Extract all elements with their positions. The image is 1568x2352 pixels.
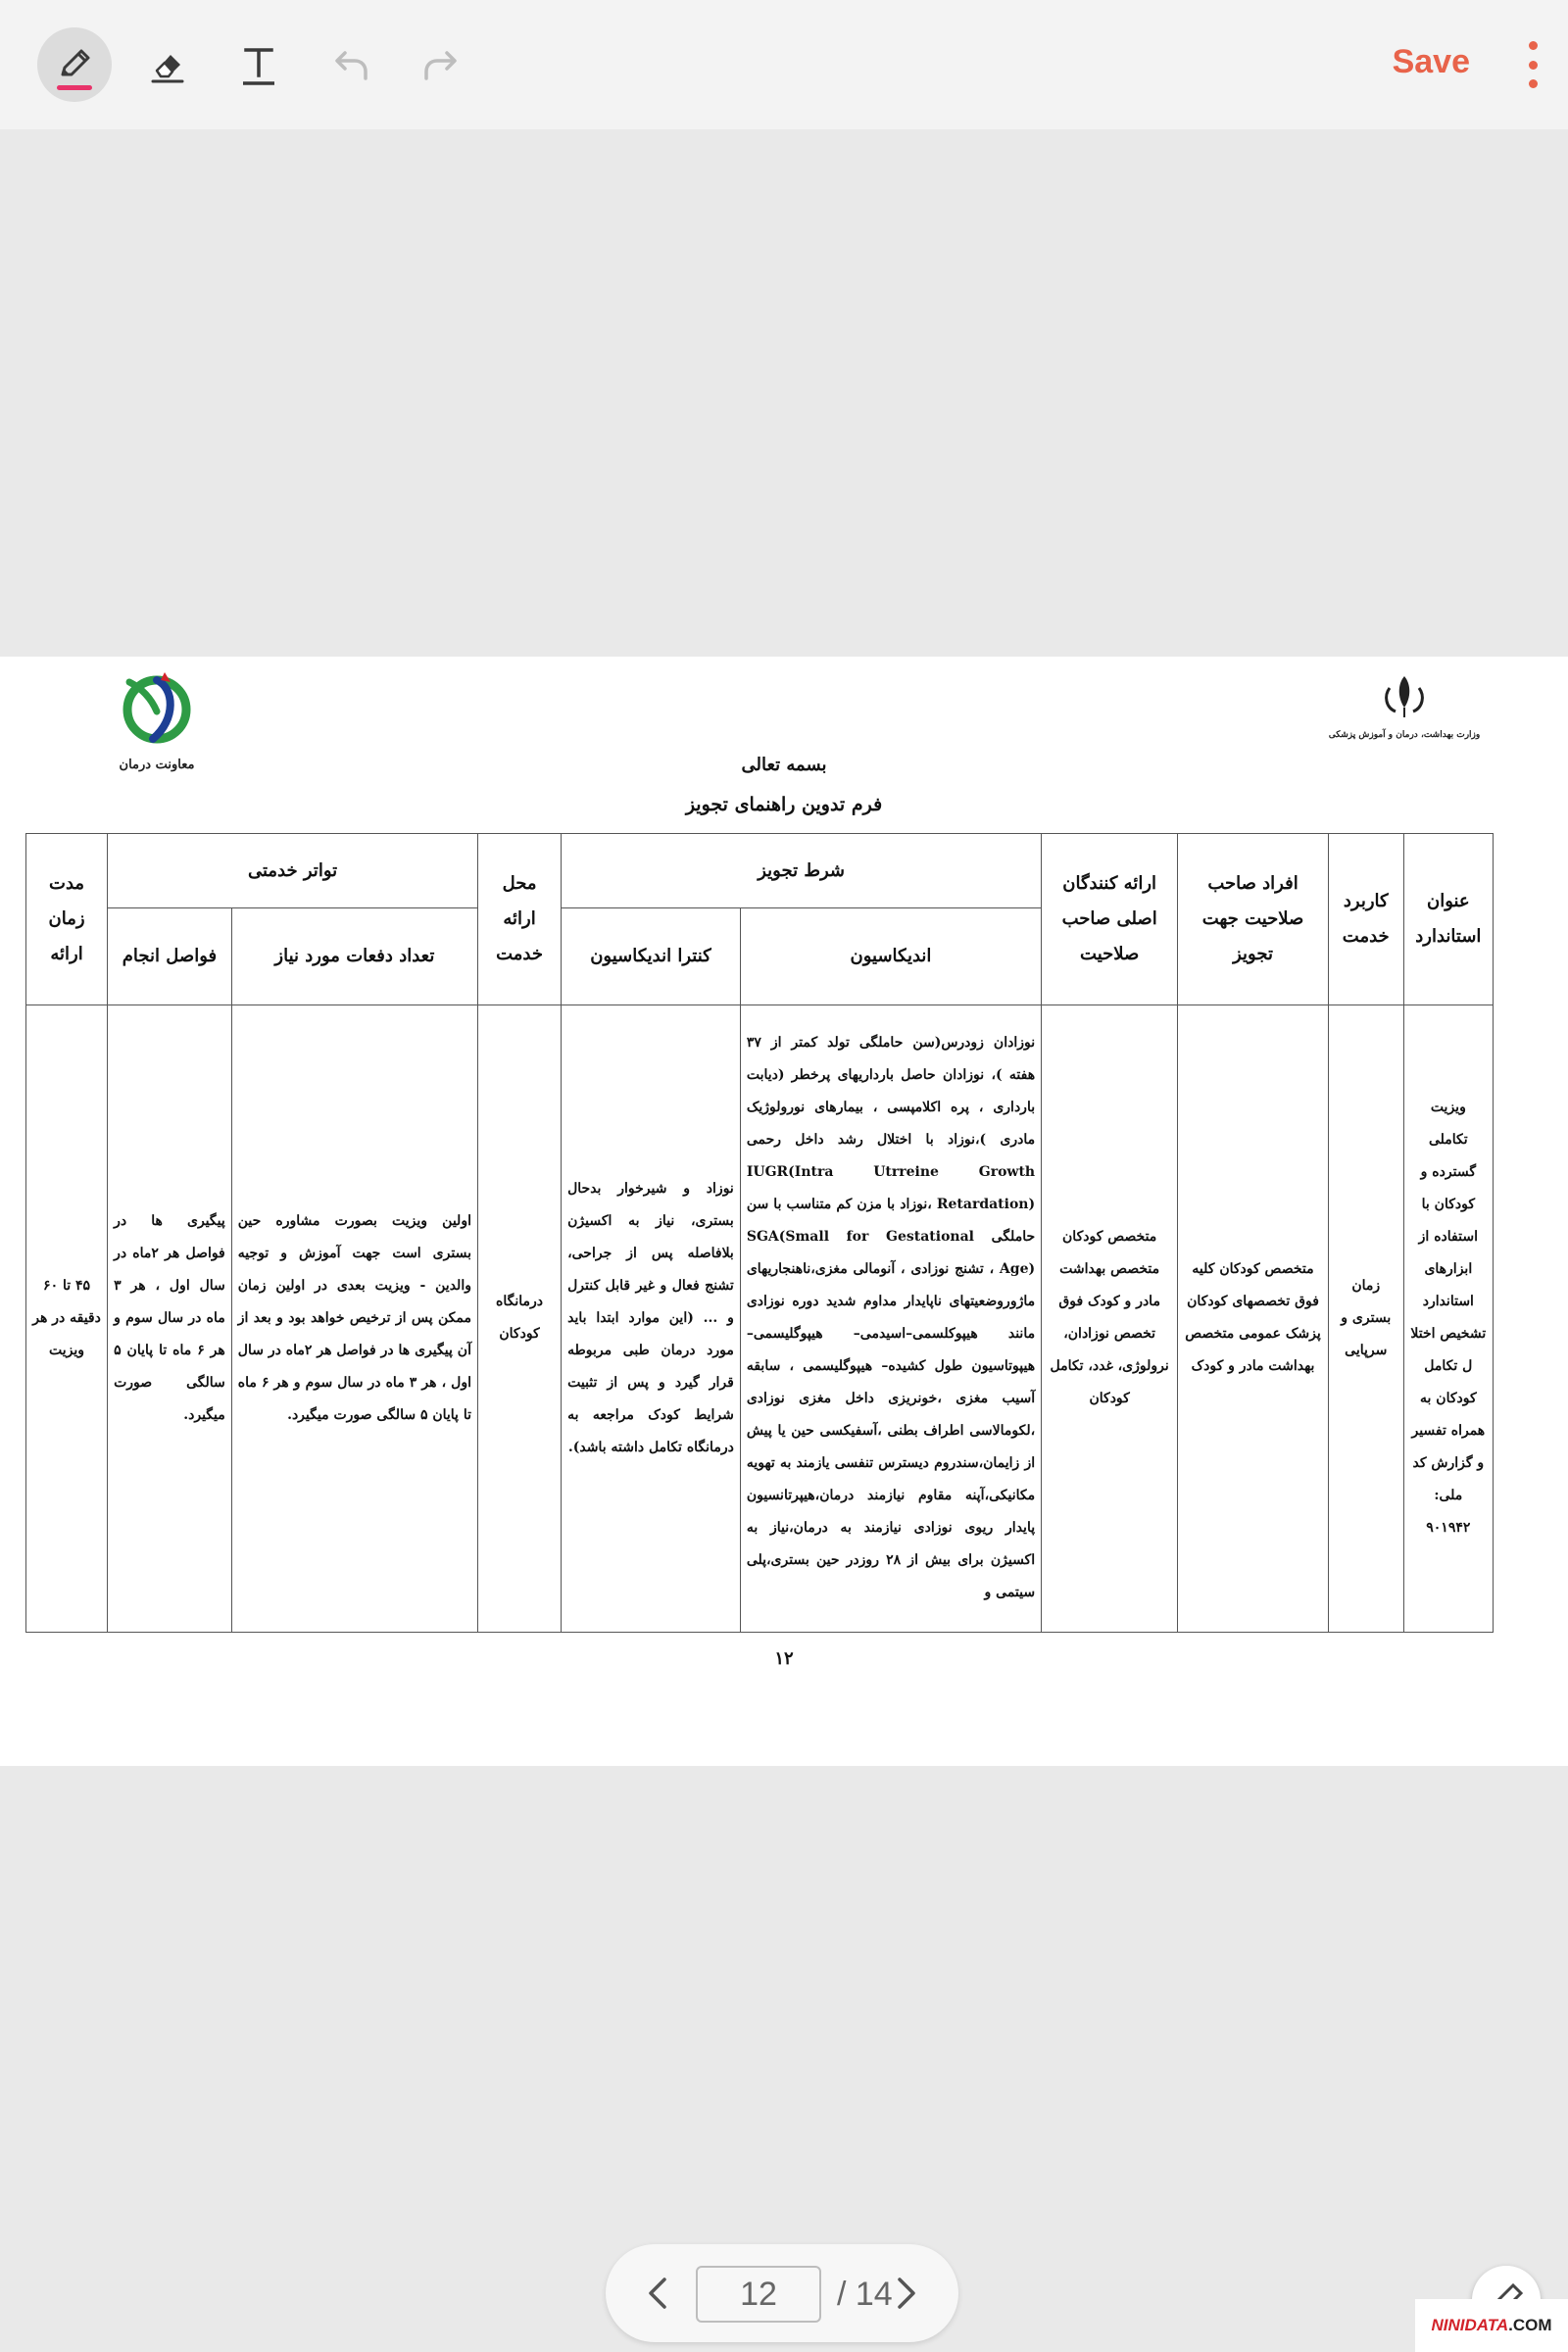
more-dot-icon (1529, 61, 1538, 70)
document-page (0, 657, 1568, 1766)
top-toolbar (0, 0, 1568, 129)
header-duration: مدت زمان ارائه (26, 834, 108, 1005)
undo-icon (327, 41, 374, 88)
document-page-number: ۱۲ (774, 1648, 794, 1669)
cell-count-needed: اولین ویزیت بصورت مشاوره حین بستری است جهت آموزش و توجیه والدین - ویزیت بعدی در اولین زمان ممکن پس از ترخیص خواهد بود و بعد از آن پیگیری ها در فواصل هر ۲ماه در سال اول ، هر ۳ ماه در سال سوم و هر ۶ ماه تا پایان ۵ سالگی صورت میگیرد. (231, 1004, 477, 1632)
save-button[interactable]: Save (1392, 43, 1470, 80)
cell-indication: نوزادان زودرس(سن حاملگی تولد کمتر از ۳۷ هفته )، نوزادان حاصل بارداریهای پرخطر (دیابت بارداری ، پره اکلامپسی ، بیمارهای نورولوژیک مادری )،نوزاد با اختلال رشد داخل رحمی IUGR(Intra Utrreine Growth Retardation) ،نوزاد با مزن کم متناسب با سن حاملگی SGA(Small for Gestational Age) ، تشنج نوزادی ، آنومالی مغزی،ناهنجاریهای ماژوروضعیتهای ناپایدار مداوم شدید دوره نوزادی مانند هیپوکلسمی–اسیدمی– هیپوگلیسمی–هیپوتاسیون طول کشیده– هیپوگلیسمی ، سابقه آسیب مغزی ،خونریزی داخل مغزی نوزادی ،لکومالاسی اطراف بطنی ،آسفیکسی حین یا پیش از زایمان،سندروم دیسترس تنفسی یازمند به تهویه مکانیکی،آپنه مقاوم نیازمند درمان،هیپرتانسیون پایدار ریوی نوزادی نیازمند به درمان،نیاز به اکسیژن برای بیش از ۲۸ روزدر حین بستری،پلی سیتمی و (740, 1004, 1041, 1632)
header-count-needed: تعداد دفعات مورد نیاز (231, 908, 477, 1004)
redo-icon (417, 41, 465, 88)
header-location: محل ارائه خدمت (477, 834, 561, 1005)
header-frequency: تواتر خدمتی (108, 834, 478, 908)
header-indication: اندیکاسیون (740, 908, 1041, 1004)
undo-button[interactable] (314, 27, 388, 102)
watermark (1415, 2299, 1568, 2352)
cell-interval: پیگیری ها در فواصل هر ۲ماه در سال اول ، هر ۳ ماه در سال سوم و هر ۶ ماه تا پایان ۵ سالگی صورت میگیرد. (108, 1004, 232, 1632)
text-icon (235, 41, 282, 88)
ministry-logo-caption: وزارت بهداشت، درمان و آموزش پزشکی (1328, 730, 1481, 740)
cell-authorized: متخصص کودکان کلیه فوق تخصصهای کودکان پزشک عمومی متخصص بهداشت مادر و کودک (1178, 1004, 1329, 1632)
cell-providers: متخصص کودکان متخصص بهداشت مادر و کودک فوق تخصص نوزادان، نرولوژی، غدد، تکامل کودکان (1042, 1004, 1178, 1632)
more-options-button[interactable] (1523, 41, 1543, 88)
chevron-right-icon (900, 2279, 913, 2307)
cell-duration: ۴۵ تا ۶۰ دقیقه در هر ویزیت (26, 1004, 108, 1632)
chevron-left-icon (651, 2279, 664, 2307)
eraser-tool-button[interactable] (129, 27, 204, 102)
cell-contraindication: نوزاد و شیرخوار بدحال بستری، نیاز به اکسیژن بلافاصله پس از جراحی، تشنج فعال و غیر قابل کنترل و ... (این موارد ابتدا باید مورد درمان طبی مربوطه قرار گیرد و پس از تثبیت شرایط کودک مراجعه به درمانگاه تکامل داشته باشد). (562, 1004, 741, 1632)
header-service-use: کاربرد خدمت (1328, 834, 1403, 1005)
pen-color-indicator (57, 85, 92, 90)
header-authorized: افراد صاحب صلاحیت جهت تجویز (1178, 834, 1329, 1005)
cell-service-use: زمان بستری و سرپایی (1328, 1004, 1403, 1632)
header-prescription-condition: شرط تجویز (562, 834, 1042, 908)
redo-button[interactable] (404, 27, 478, 102)
total-pages-label: / 14 (837, 2276, 893, 2313)
basmala-heading: بسمه تعالی (741, 755, 827, 775)
more-dot-icon (1529, 79, 1538, 88)
current-page-input[interactable]: 12 (696, 2266, 821, 2323)
pen-tool-button[interactable] (37, 27, 112, 102)
header-title: عنوان استاندارد (1403, 834, 1493, 1005)
deputy-logo-caption: معاونت درمان (119, 758, 195, 772)
eraser-icon (143, 41, 190, 88)
prescription-guide-table (25, 833, 1494, 1633)
header-contraindication: کنترا اندیکاسیون (562, 908, 741, 1004)
next-page-button[interactable] (884, 2272, 927, 2315)
previous-page-button[interactable] (637, 2272, 680, 2315)
watermark-brand: NINIDATA (1431, 2316, 1509, 2334)
page-navigator (606, 2244, 958, 2342)
text-tool-button[interactable] (221, 27, 296, 102)
header-providers: ارائه کنندگان اصلی صاحب صلاحیت (1042, 834, 1178, 1005)
pen-icon (51, 41, 98, 88)
cell-title: ویزیت تکاملی گسترده و کودکان با استفاده از ابزارهای استاندارد تشخیص اختلا ل تکامل کودکان به همراه تفسیر و گزارش کد ملی: ۹۰۱۹۴۲ (1403, 1004, 1493, 1632)
more-dot-icon (1529, 41, 1538, 50)
cell-location: درمانگاه کودکان (477, 1004, 561, 1632)
watermark-suffix: .COM (1508, 2316, 1552, 2334)
form-title: فرم تدوین راهنمای تجویز (685, 794, 883, 815)
header-interval: فواصل انجام (108, 908, 232, 1004)
